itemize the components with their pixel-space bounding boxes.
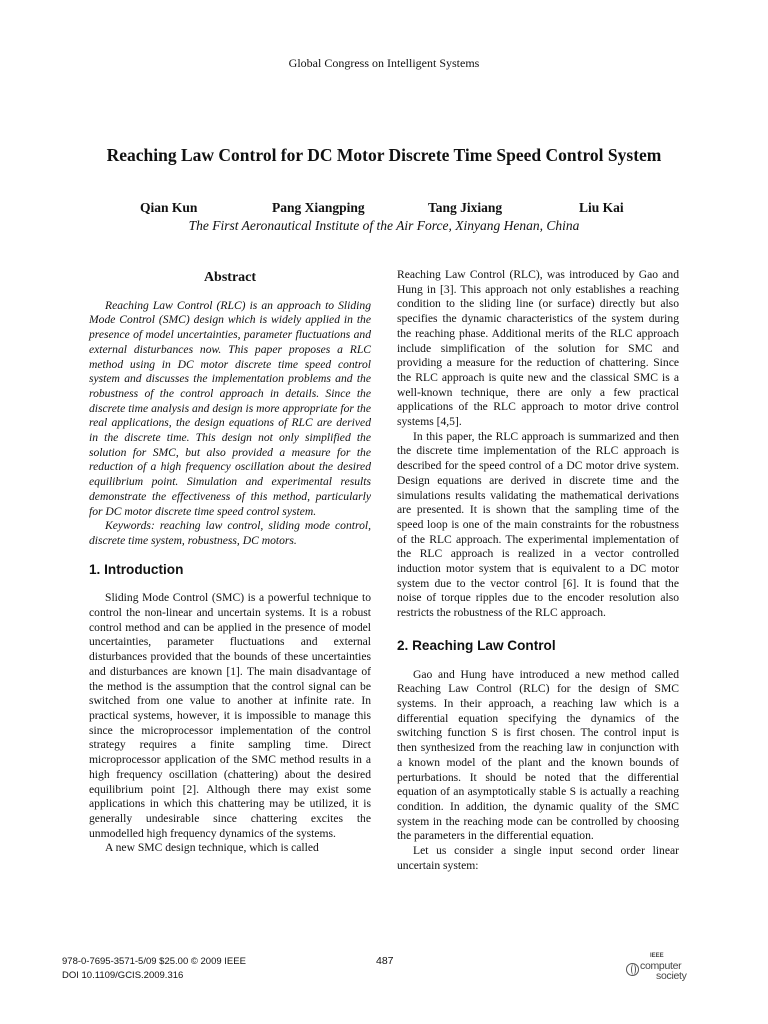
section-heading-reaching-law-control: 2. Reaching Law Control — [397, 637, 556, 653]
left-column — [89, 268, 371, 856]
author-name: Qian Kun — [140, 200, 198, 215]
footer-copyright — [62, 955, 246, 983]
abstract-text: Reaching Law Control (RLC) is an approach to Sliding Mode Control (SMC) design which is widely applied in the presence of model uncertainties, parameter fluctuations and external disturbances now. This paper proposes a RLC method using in DC motor discrete time speed control system and discusses the implementation problems and the robustness of the control approach in details. Since the discrete time analysis and design is more appropriate for the real applications, the design equations of RLC are derived in the discrete time. This design not only simplified the solution for SMC, but also provided a measure for the reduction of a high frequency oscillation about the desired equilibrium point. Simulation and experimental results demonstrate the effectiveness of this method, particularly for DC motor discrete time speed control system. — [89, 298, 371, 518]
paragraph: Reaching Law Control (RLC), was introduced by Gao and Hung in [3]. This approach not only establishes a reaching condition to the sliding line (or surface) directly but also specifies the dynamic characteristics of the system during the reaching phase. Additional merits of the RLC approach include simplification of the solution for SMC and providing a measure for the reduction of chattering. Since the RLC approach is quite new and the classical SMC is a well-known technique, there are only a few practical applications of the RLC approach to motor drive control systems [4,5]. — [397, 268, 679, 429]
globe-icon — [626, 963, 639, 976]
section-heading-introduction: 1. Introduction — [89, 561, 184, 577]
paragraph: A new SMC design technique, which is called — [105, 841, 319, 855]
paragraph: Gao and Hung have introduced a new method called Reaching Law Control (RLC) for the design of SMC systems. In their approach, a reaching law which is a differential equation specifying the dynamics of the switching function S is first chosen. The control input is then synthesized from the reaching law in conjunction with a known model of the plant and the known bounds of perturbations. It should be noted that the differential equation of an asymptotically stable S is actually a reaching condition. In addition, the dynamic quality of the SMC system in the reaching mode can be controlled by choosing the parameters in the differential equation. — [397, 667, 679, 843]
conference-header: Global Congress on Intelligent Systems — [288, 56, 480, 70]
ieee-computer-society-logo — [626, 953, 706, 987]
logo-line-1: computer — [640, 960, 682, 972]
abstract-heading: Abstract — [203, 270, 257, 285]
author-list — [0, 200, 768, 218]
author-name: Tang Jixiang — [428, 200, 503, 215]
paper-title: Reaching Law Control for DC Motor Discrete Time Speed Control System — [106, 145, 662, 165]
affiliation: The First Aeronautical Institute of the Air Force, Xinyang Henan, China — [188, 218, 580, 233]
right-column — [397, 268, 679, 873]
author-name: Pang Xiangping — [272, 200, 365, 215]
logo-ieee-text: IEEE — [650, 953, 664, 959]
doi-line: DOI 10.1109/GCIS.2009.316 — [62, 970, 184, 981]
logo-line-2: society — [656, 970, 687, 982]
paragraph: Sliding Mode Control (SMC) is a powerful technique to control the non-linear and uncertain systems. It is a robust control method and can be applied in the presence of model uncertainties, parameter fluctuations and external disturbances provided that the bounds of these uncertainties and disturbances are known [1]. The main disadvantage of the method is the assumption that the control signal can be switched from one value to another at infinite rate. In practical systems, however, it is impossible to manage this since the microprocessor implementation of the control strategy requires a finite sampling time. Direct microprocessor application of the SMC method results in a high frequency oscillation (chattering) about the desired equilibrium point [2]. Although there may exist some applications in which this chattering may be utilized, it is generally undesirable since chattering excites the unmodelled high frequency dynamics of the systems. — [89, 591, 371, 840]
keywords: Keywords: reaching law control, sliding mode control, discrete time system, robustness, DC motors. — [89, 519, 371, 547]
paragraph: Let us consider a single input second order linear uncertain system: — [397, 844, 679, 872]
author-name: Liu Kai — [579, 200, 624, 215]
page-number: 487 — [376, 955, 394, 967]
paragraph: In this paper, the RLC approach is summarized and then the discrete time implementation of the RLC approach is described for the speed control of a DC motor drive system. Design equations are derived in discrete time and the simulations results validating the mathematical derivations are presented. It is shown that the sampling time of the speed loop is one of the main constraints for the robustness of the RLC approach. The experimental implementation of the RLC approach is realized in a vector controlled induction motor system that is equivalent to a DC motor system due to the vector control [6]. It is found that the noise of torque ripples due to the encoder resolution also restricts the robustness of the RLC approach. — [397, 429, 679, 620]
isbn-line: 978-0-7695-3571-5/09 $25.00 © 2009 IEEE — [62, 956, 246, 967]
